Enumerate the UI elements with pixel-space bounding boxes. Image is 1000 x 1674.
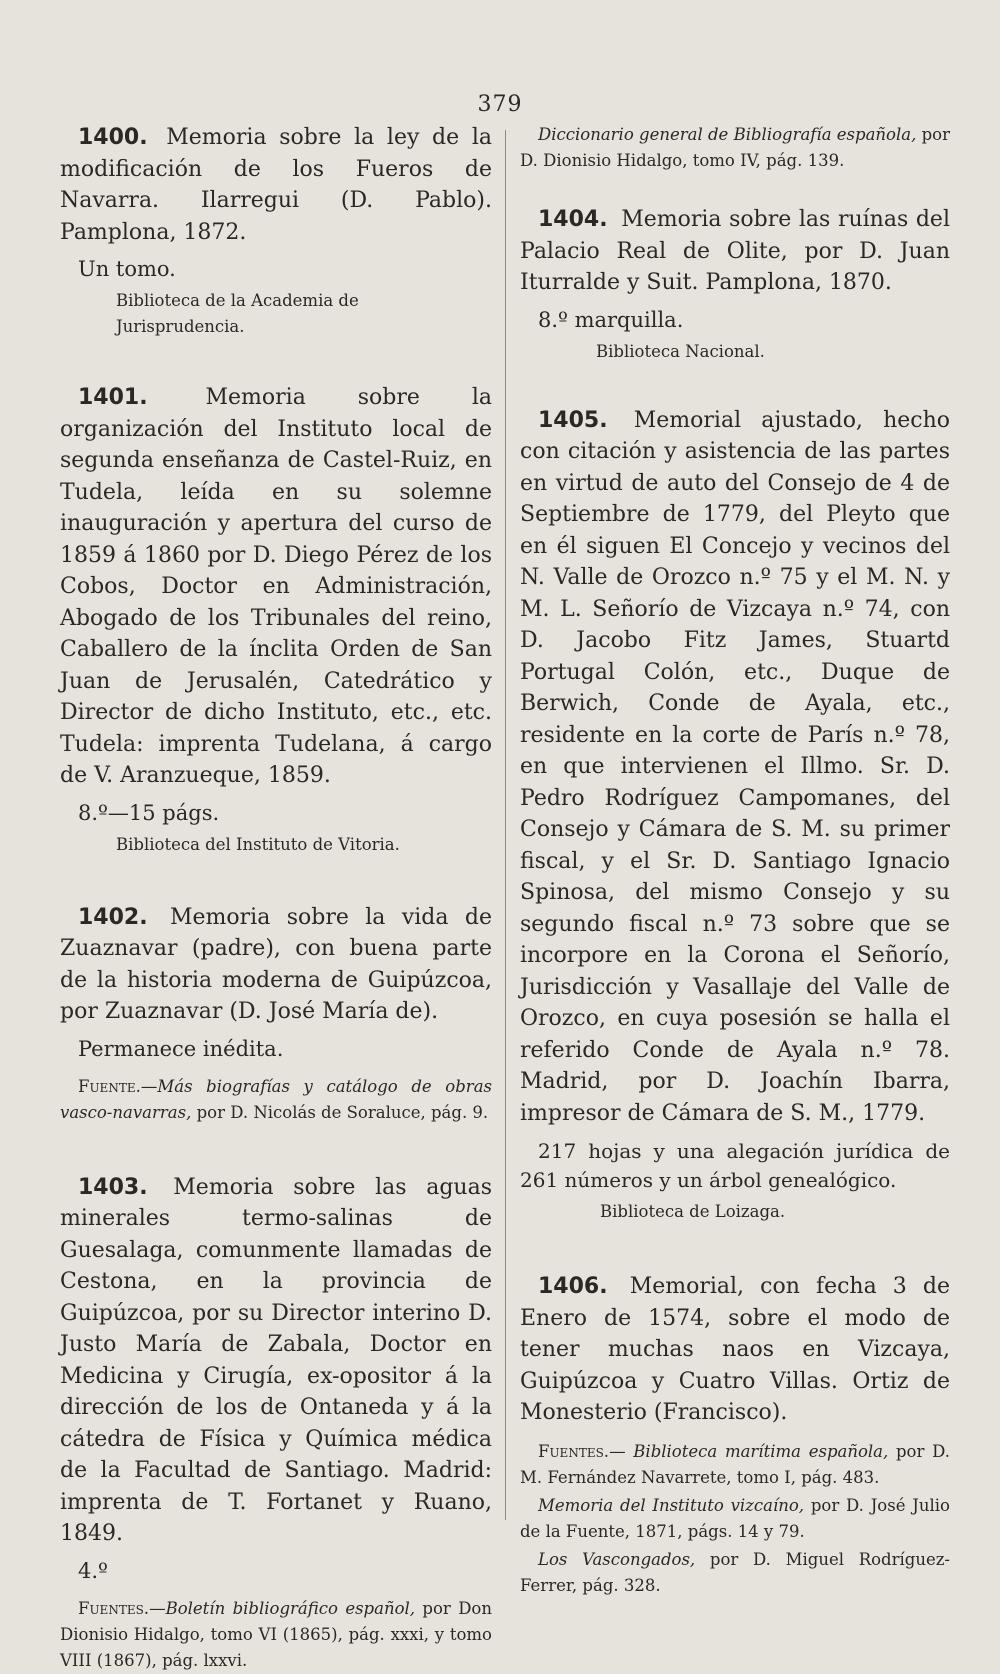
entry-1405	[520, 405, 950, 1226]
entry-1401	[60, 382, 492, 858]
entry-number: 1400.	[78, 125, 148, 150]
entry-location: Biblioteca de Loizaga.	[600, 1202, 786, 1221]
page-number: 379	[477, 92, 523, 117]
entry-1400	[60, 122, 492, 340]
entry-text: Memoria sobre la vida de Zuaznavar (padre), con buena parte de la historia moderna de Guipúzcoa, por Zuaznavar (D. José María de).	[60, 904, 492, 1024]
entry-source-2	[520, 1493, 950, 1545]
entry-text: Memoria sobre las aguas minerales termo-salinas de Guesalaga, comunmente llamadas de Cestona, en la provincia de Guipúzcoa, por su Director interino D. Justo María de Zabala, Doctor en Medicina y Cirugía, ex-opositor á la dirección de los de Ontaneda y á la cátedra de Física y Química médica de la Facultad de Santiago. Madrid: imprenta de T. Fortanet y Ruano, 1849.	[60, 1174, 493, 1546]
entry-number: 1403.	[78, 1174, 148, 1200]
entry-sources	[520, 1439, 950, 1491]
entry-sources	[60, 1074, 492, 1126]
entry-text: Memorial, con fecha 3 de Enero de 1574, sobre el modo de tener muchas naos en Vizcaya, Guipúzcoa y Cuatro Villas. Ortiz de Monesterio (Francisco).	[520, 1274, 950, 1425]
source-detail: por D. José Julio de la Fuente, 1871, págs. 14 y 79.	[520, 1495, 950, 1541]
entry-location: Biblioteca del Instituto de Vitoria.	[116, 834, 400, 854]
entry-number: 1405.	[538, 407, 608, 433]
entry-text: Memoria sobre las ruínas del Palacio Real de Olite, por D. Juan Iturralde y Suit. Pamplona, 1870.	[520, 207, 950, 295]
source-title: Los Vascongados,	[538, 1549, 696, 1569]
source-label: Fuentes.	[538, 1441, 610, 1461]
column-divider	[505, 130, 506, 1520]
source-title: —Más biografías y catálogo de obras vasco-navarras,	[60, 1076, 492, 1122]
source-title: Diccionario general de Bibliografía española,	[538, 125, 917, 144]
entry-extent: 4.º	[78, 1558, 108, 1583]
entry-location: Biblioteca Nacional.	[596, 341, 765, 361]
source-title: — Biblioteca marítima española,	[609, 1441, 889, 1461]
entry-extent: Un tomo.	[78, 257, 176, 281]
right-column	[520, 122, 950, 1599]
source-title: —Boletín bibliográfico español,	[149, 1598, 416, 1618]
source-detail: por D. Miguel Rodríguez-Ferrer, pág. 328.	[520, 1549, 950, 1595]
entry-extent: 217 hojas y una alegación jurídica de 261 números y un árbol genealógico.	[520, 1139, 950, 1192]
entry-text: Memoria sobre la ley de la modificación de los Fueros de Navarra. Ilarregui (D. Pablo). Pamplona, 1872.	[60, 125, 492, 245]
continued-source	[520, 122, 950, 174]
entry-1402	[60, 902, 492, 1126]
entry-text: Memoria sobre la organización del Instituto local de segunda enseñanza de Castel-Ruiz, en Tudela, leída en su solemne inauguración y apertura del curso de 1859 á 1860 por D. Diego Pérez de los Cobos, Doctor en Administración, Abogado de los Tribunales del reino, Caballero de la ínclita Orden de San Juan de Jerusalén, Catedrático y Director de dicho Instituto, etc., etc. Tudela: imprenta Tudelana, á cargo de V. Aranzueque, 1859.	[60, 385, 492, 788]
source-detail: por D. Dionisio Hidalgo, tomo IV, pág. 139.	[520, 125, 950, 170]
entry-1404	[520, 204, 950, 365]
entry-text: Memorial ajustado, hecho con citación y asistencia de las partes en virtud de auto del Consejo de 4 de Septiembre de 1779, del Pleyto que en él siguen El Concejo y vecinos del N. Valle de Orozco n.º 75 y el M. N. y M. L. Señorío de Vizcaya n.º 74, con D. Jacobo Fitz James, Stuartd Portugal Colón, etc., Duque de Berwich, Conde de Ayala, etc., residente en la corte de París n.º 78, en que intervienen el Illmo. Sr. D. Pedro Rodríguez Campomanes, del Consejo y Cámara de S. M. su primer fiscal, y el Sr. D. Santiago Ignacio Spinosa, del mismo Consejo y su segundo fiscal n.º 73 sobre que se incorpore en la Corona el Señorío, Jurisdicción y Vasallaje del Valle de Orozco, en cuya posesión se halla el referido Conde de Ayala n.º 78. Madrid, por D. Joachín Ibarra, impresor de Cámara de S. M., 1779.	[520, 407, 950, 1126]
entry-number: 1404.	[538, 207, 608, 232]
source-label: Fuentes.	[78, 1598, 150, 1618]
entry-number: 1401.	[78, 385, 148, 410]
entry-source-3	[520, 1547, 950, 1599]
entry-sources	[60, 1596, 492, 1674]
left-column	[60, 122, 492, 1674]
entry-1406	[520, 1271, 950, 1599]
entry-number: 1406.	[538, 1274, 608, 1299]
entry-location: Biblioteca de la Academia de Jurisprudencia.	[116, 291, 359, 336]
entry-extent: 8.º—15 págs.	[78, 800, 220, 825]
entry-1403	[60, 1172, 492, 1674]
entry-extent: 8.º marquilla.	[538, 307, 684, 332]
source-detail: por D. Nicolás de Soraluce, pág. 9.	[191, 1102, 489, 1122]
source-label: Fuente.	[78, 1076, 141, 1096]
entry-number: 1402.	[78, 904, 148, 930]
source-detail: por Don Dionisio Hidalgo, tomo VI (1865), pág. xxxi, y tomo VIII (1867), pág. lxxvi.	[60, 1598, 492, 1670]
entry-extent: Permanece inédita.	[78, 1036, 284, 1061]
source-title: Memoria del Instituto vizcaíno,	[538, 1495, 805, 1515]
source-detail: por D. M. Fernández Navarrete, tomo I, pág. 483.	[520, 1441, 950, 1487]
